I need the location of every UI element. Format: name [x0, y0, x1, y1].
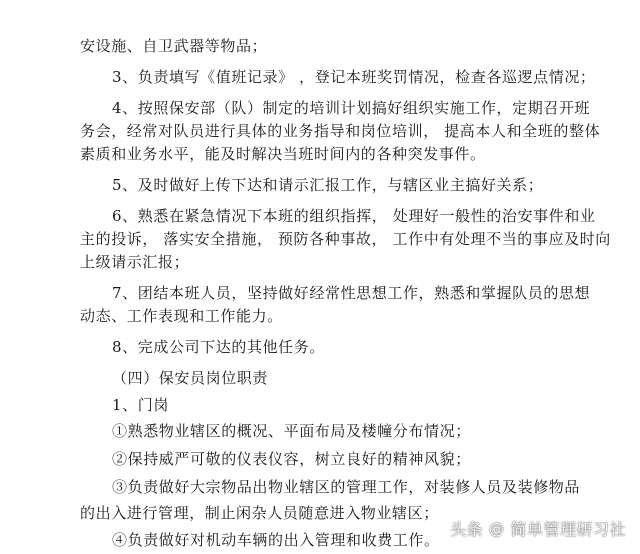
watermark-source: 头条 [449, 520, 483, 539]
text-line: 上级请示汇报； [80, 253, 190, 271]
text-line: 5、及时做好上传下达和请示汇报工作，与辖区业主搞好关系； [112, 176, 544, 194]
section-heading: （四）保安员岗位职责 [112, 369, 269, 387]
text-line: 主的投诉， 落实安全措施， 预防各种事故， 工作中有处理不当的事应及时向 [80, 230, 611, 248]
watermark [450, 517, 626, 540]
text-line: ①熟悉物业辖区的概况、平面布局及楼幢分布情况； [112, 422, 471, 440]
at-icon: @ [488, 519, 505, 538]
text-line: ②保持威严可敬的仪表仪容，树立良好的精神风貌； [112, 450, 471, 468]
text-line: 6、熟悉在紧急情况下本班的组织指挥， 处理好一般性的治安事件和业 [112, 207, 596, 225]
text-line: ③负责做好大宗物品出物业辖区的管理工作，对装修人员及装修物品 [112, 478, 581, 496]
text-line: ④负责做好对机动车辆的出入管理和收费工作。 [112, 531, 440, 549]
text-line: 的出入进行管理，制止闲杂人员随意进入物业辖区； [80, 504, 439, 522]
watermark-account: 简单管理研习社 [510, 520, 626, 539]
text-line: 4、按照保安部（队）制定的培训计划搞好组织实施工作，定期召开班 [112, 99, 591, 117]
text-line: 安设施、自卫武器等物品； [80, 37, 268, 55]
text-line: 动态、工作表现和工作能力。 [80, 307, 283, 325]
text-line: 8、完成公司下达的其他任务。 [112, 338, 325, 356]
text-line: 务会，经常对队员进行具体的业务指导和岗位培训， 提高本人和全班的整体 [80, 122, 601, 140]
subsection-heading: 1、门岗 [112, 396, 169, 414]
text-line: 7、团结本班人员，坚持做好经常性思想工作，熟悉和掌握队员的思想 [112, 284, 591, 302]
text-line: 3、负责填写《值班记录》 ，登记本班奖罚情况，检查各巡逻点情况； [112, 68, 596, 86]
text-line: 素质和业务水平，能及时解决当班时间内的各种突发事件。 [80, 145, 486, 163]
